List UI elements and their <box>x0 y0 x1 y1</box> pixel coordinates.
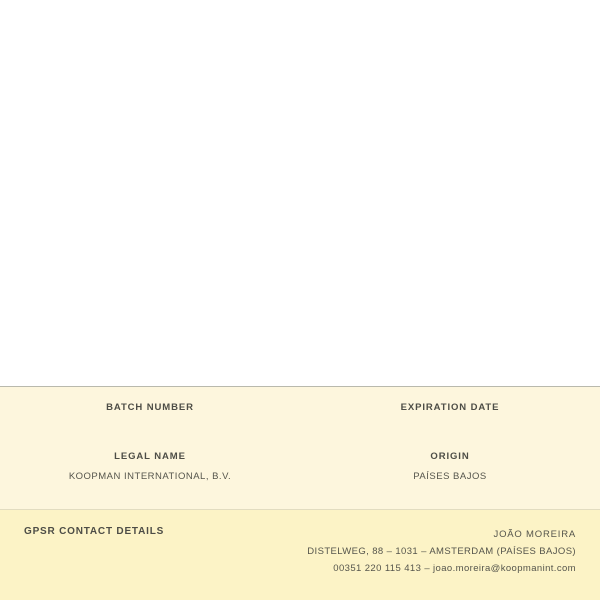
legal-name-value: KOOPMAN INTERNATIONAL, B.V. <box>68 471 232 482</box>
gpsr-contact-details <box>307 526 576 577</box>
field-expiration-date <box>300 401 600 420</box>
field-legal-name <box>0 450 300 485</box>
info-row-legal-origin <box>0 450 600 485</box>
gpsr-contact-inner <box>24 526 576 577</box>
product-info-band <box>0 386 600 510</box>
gpsr-contact-title: GPSR CONTACT DETAILS <box>24 526 165 537</box>
gpsr-contact-band <box>0 510 600 600</box>
origin-label: ORIGIN <box>430 451 470 462</box>
legal-name-label: LEGAL NAME <box>114 451 186 462</box>
info-row-batch-expiration <box>0 401 600 420</box>
gpsr-contact-phone: 00351 220 115 413 <box>333 563 422 574</box>
gpsr-contact-email[interactable]: joao.moreira@koopmanint.com <box>433 563 576 574</box>
expiration-date-label: EXPIRATION DATE <box>400 402 500 413</box>
batch-number-label: BATCH NUMBER <box>106 402 194 413</box>
origin-value: PAÍSES BAJOS <box>413 471 487 482</box>
field-batch-number <box>0 401 300 420</box>
gpsr-contact-phone-email <box>307 560 576 577</box>
info-row-spacer <box>0 420 600 450</box>
gpsr-contact-name: JOÃO MOREIRA <box>493 529 576 540</box>
gpsr-contact-address: DISTELWEG, 88 – 1031 – AMSTERDAM (PAÍSES BAJOS) <box>307 546 576 557</box>
gpsr-contact-separator: – <box>424 563 430 574</box>
field-origin <box>300 450 600 485</box>
